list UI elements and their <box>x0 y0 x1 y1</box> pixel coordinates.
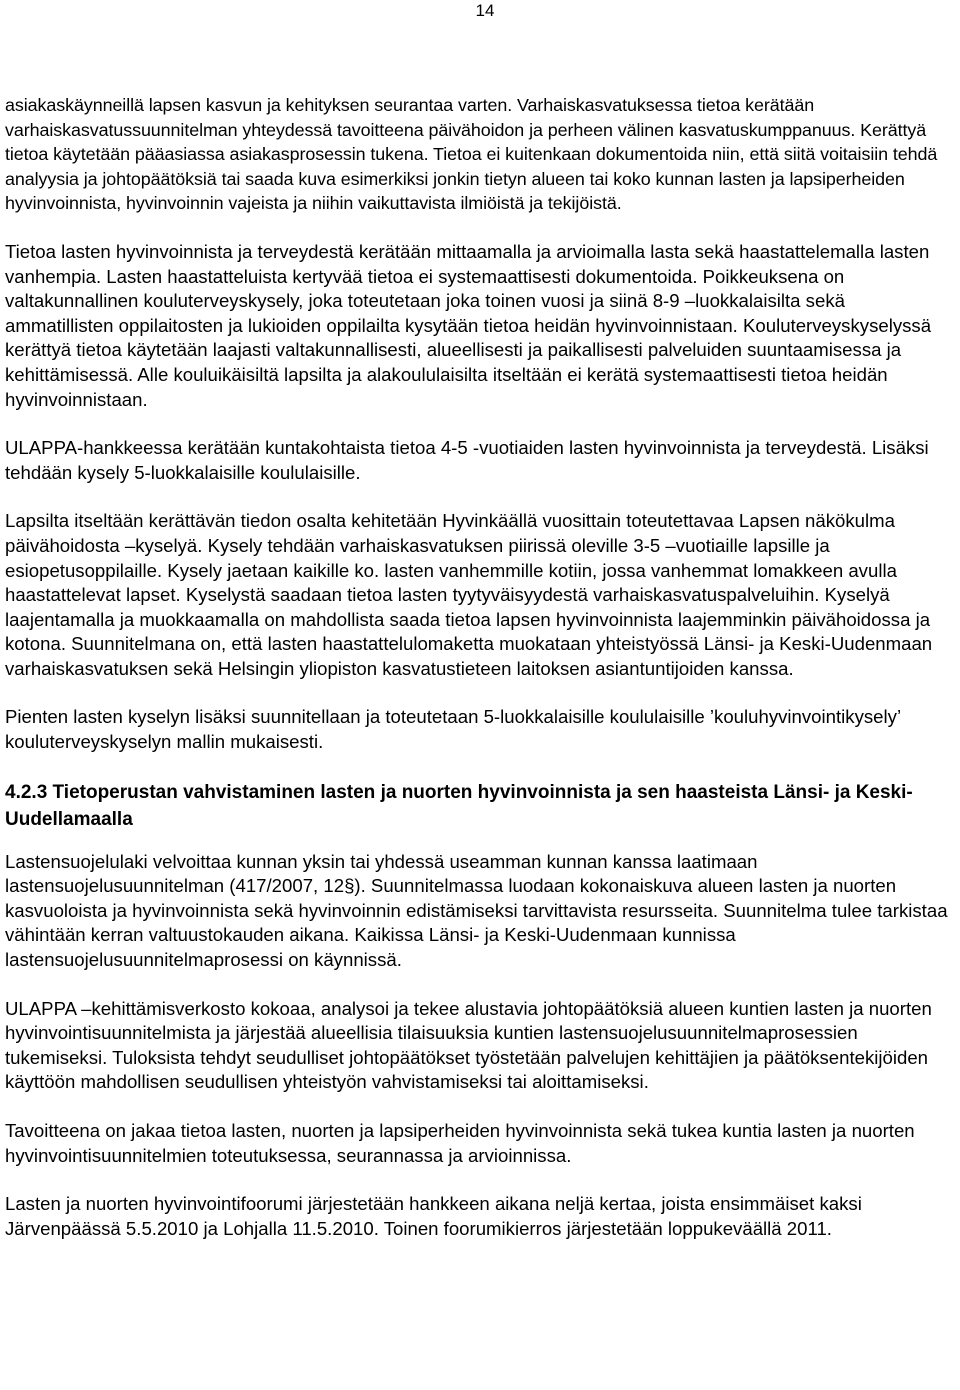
page-number: 14 <box>475 1 495 20</box>
page-body <box>5 93 957 1265</box>
body-paragraph: Lasten ja nuorten hyvinvointifoorumi järjestetään hankkeen aikana neljä kertaa, joista ensimmäiset kaksi Järvenpäässä 5.5.2010 ja Lohjalla 11.5.2010. Toinen foorumikierros järjestetään loppukeväällä 2011. <box>5 1193 862 1239</box>
body-paragraph: Tavoitteena on jakaa tietoa lasten, nuorten ja lapsiperheiden hyvinvoinnista sekä tukea kuntia lasten ja nuorten hyvinvointisuunnitelmien toteutuksessa, seurannassa ja arvioinnissa. <box>5 1120 915 1166</box>
body-paragraph: Lapsilta itseltään kerättävän tiedon osalta kehitetään Hyvinkäällä vuosittain toteutettavaa Lapsen näkökulma päivähoidosta –kyselyä. Kysely tehdään varhaiskasvatuksen piirissä oleville 3-5 –vuotiaille lapsille ja esiopetusoppilaille. Kysely jaetaan kaikille ko. lasten vanhemmille kotiin, jossa vanhemmat lomakkeen avulla haastattelevat lapset. Kyselystä saadaan tietoa lasten tyytyväisyydestä varhaiskasvatuspalveluihin. Kyselyä laajentamalla ja muokkaamalla on mahdollista saada tietoa lapsen hyvinvoinnista laajemminkin päivähoidossa ja kotona. Suunnitelmana on, että lasten haastattelulomaketta muokataan yhteistyössä Länsi- ja Keski-Uudenmaan varhaiskasvatuksen sekä Helsingin yliopiston kasvatustieteen laitoksen asiantuntijoiden kanssa. <box>5 510 933 679</box>
body-paragraph: ULAPPA-hankkeessa kerätään kuntakohtaista tietoa 4-5 -vuotiaiden lasten hyvinvoinnista ja terveydestä. Lisäksi tehdään kysely 5-luokkalaisille koululaisille. <box>5 437 929 483</box>
body-paragraph: Lastensuojelulaki velvoittaa kunnan yksin tai yhdessä useamman kunnan kanssa laatimaan lastensuojelusuunnitelman (417/2007, 12§). Suunnitelmassa luodaan kokonaiskuva alueen lasten ja nuorten kasvuoloista ja hyvinvoinnista sekä hyvinvoinnin edistämiseksi tarvittavista resursseita. Suunnitelma tulee tarkistaa vähintään kerran valtuustokauden aikana. Kaikissa Länsi- ja Keski-Uudenmaan kunnissa lastensuojelusuunnitelmaprosessi on käynnissä. <box>5 850 948 971</box>
body-paragraph: Pienten lasten kyselyn lisäksi suunnitellaan ja toteutetaan 5-luokkalaisille koululaisille ’kouluhyvinvointikysely’ kouluterveyskyselyn mallin mukaisesti. <box>5 706 901 753</box>
body-paragraph: ULAPPA –kehittämisverkosto kokoaa, analysoi ja tekee alustavia johtopäätöksiä alueen kuntien lasten ja nuorten hyvinvointisuunnitelmista ja järjestää alueellisia tilaisuuksia kuntien lastensuojelusuunnitelmaprosessien tukemiseksi. Tuloksista tehdyt seudulliset johtopäätökset työstetään palvelujen kehittäjien ja päätöksentekijöiden käyttöön mahdollisen seudullisen yhteistyön vahvistamiseksi tai aloittamiseksi. <box>5 997 932 1093</box>
section-heading: 4.2.3 Tietoperustan vahvistaminen lasten ja nuorten hyvinvoinnista ja sen haasteista Länsi- ja Keski-Uudellamaalla <box>5 781 913 830</box>
body-paragraph: asiakaskäynneillä lapsen kasvun ja kehityksen seurantaa varten. Varhaiskasvatuksessa tietoa kerätään varhaiskasvatussuunnitelman yhteydessä tavoitteena päivähoidon ja perheen välinen kasvatuskumppanuus. Kerättyä tietoa käytetään pääasiassa asiakasprosessin tukena. Tietoa ei kuitenkaan dokumentoida niin, että siitä voitaisiin tehdä analyysia ja johtopäätöksiä tai saada kuva esimerkiksi jonkin tietyn alueen tai koko kunnan lasten ja lapsiperheiden hyvinvoinnista, hyvinvoinnin vajeista ja niihin vaikuttavista ilmiöistä ja tekijöistä. <box>5 95 938 214</box>
body-paragraph: Tietoa lasten hyvinvoinnista ja terveydestä kerätään mittaamalla ja arvioimalla lasta sekä haastattelemalla lasten vanhempia. Lasten haastatteluista kertyvää tietoa ei systemaattisesti dokumentoida. Poikkeuksena on valtakunnallinen kouluterveyskysely, joka toteutetaan joka toinen vuosi ja siinä 8-9 –luokkalaisilta sekä ammatillisten oppilaitosten ja lukioiden oppilailta kysytään tietoa heidän hyvinvoinnistaan. Kouluterveyskyselyssä kerättyä tietoa käytetään laajasti valtakunnallisesti, alueellisesti ja paikallisesti palveluiden suuntaamisessa ja kehittämisessä. Alle kouluikäisiltä lapsilta ja alakoululaisilta itseltään ei kerätä systemaattisesti tietoa heidän hyvinvoinnistaan. <box>5 240 932 410</box>
